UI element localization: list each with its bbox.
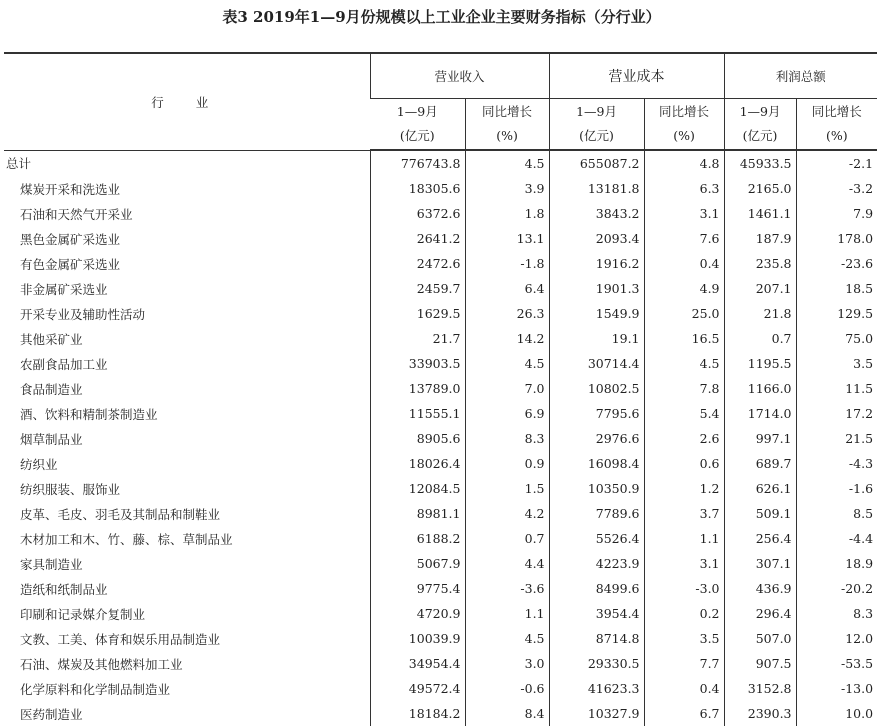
industry-name: 印刷和记录媒介复制业 xyxy=(20,606,146,622)
period-label: 1—9月 xyxy=(396,104,438,119)
revenue-growth: 8.4 xyxy=(465,701,549,726)
cost-growth: 0.6 xyxy=(644,451,724,476)
header-profit: 利润总额 xyxy=(724,53,877,99)
revenue-value: 33903.5 xyxy=(370,351,465,376)
revenue-growth: 13.1 xyxy=(465,226,549,251)
table-row xyxy=(4,201,877,226)
profit-value: 1195.5 xyxy=(724,351,796,376)
header-cost-period xyxy=(549,99,644,151)
revenue-value: 11555.1 xyxy=(370,401,465,426)
revenue-value: 6372.6 xyxy=(370,201,465,226)
table-row xyxy=(4,426,877,451)
profit-growth: 11.5 xyxy=(796,376,877,401)
profit-value: 307.1 xyxy=(724,551,796,576)
revenue-growth: 4.5 xyxy=(465,351,549,376)
revenue-growth: 14.2 xyxy=(465,326,549,351)
cost-value: 19.1 xyxy=(549,326,644,351)
table-row xyxy=(4,626,877,651)
cost-growth: 0.4 xyxy=(644,676,724,701)
industry-name: 有色金属矿采选业 xyxy=(20,256,121,272)
industry-name: 化学原料和化学制品制造业 xyxy=(20,681,171,697)
profit-value: 436.9 xyxy=(724,576,796,601)
table-title: 表3 2019年1—9月份规模以上工业企业主要财务指标（分行业） xyxy=(222,8,661,26)
revenue-growth: 7.0 xyxy=(465,376,549,401)
revenue-growth: 0.7 xyxy=(465,526,549,551)
revenue-growth: 3.9 xyxy=(465,176,549,201)
unit-label: (亿元) xyxy=(579,128,614,143)
header-revenue: 营业收入 xyxy=(370,53,549,99)
revenue-value: 8905.6 xyxy=(370,426,465,451)
profit-growth: 8.5 xyxy=(796,501,877,526)
cost-value: 1549.9 xyxy=(549,301,644,326)
cost-value: 41623.3 xyxy=(549,676,644,701)
industry-name: 烟草制品业 xyxy=(20,431,83,447)
cost-value: 10350.9 xyxy=(549,476,644,501)
cost-value: 30714.4 xyxy=(549,351,644,376)
profit-value: 1714.0 xyxy=(724,401,796,426)
table-row xyxy=(4,526,877,551)
profit-growth: 7.9 xyxy=(796,201,877,226)
profit-growth: -3.2 xyxy=(796,176,877,201)
industry-name: 家具制造业 xyxy=(20,556,83,572)
industry-name: 医药制造业 xyxy=(20,706,83,722)
cost-value: 29330.5 xyxy=(549,651,644,676)
revenue-value: 10039.9 xyxy=(370,626,465,651)
table-row xyxy=(4,251,877,276)
profit-growth: -2.1 xyxy=(796,150,877,176)
cost-value: 7795.6 xyxy=(549,401,644,426)
profit-growth: 21.5 xyxy=(796,426,877,451)
cost-value: 5526.4 xyxy=(549,526,644,551)
cost-growth: 3.1 xyxy=(644,201,724,226)
profit-growth: 75.0 xyxy=(796,326,877,351)
revenue-value: 18026.4 xyxy=(370,451,465,476)
cost-growth: 1.1 xyxy=(644,526,724,551)
revenue-growth: 0.9 xyxy=(465,451,549,476)
table-row xyxy=(4,551,877,576)
cost-growth: 1.2 xyxy=(644,476,724,501)
table-row xyxy=(4,376,877,401)
cost-growth: 4.9 xyxy=(644,276,724,301)
industry-name: 其他采矿业 xyxy=(20,331,83,347)
industry-name: 纺织服装、服饰业 xyxy=(20,481,121,497)
profit-growth: -4.4 xyxy=(796,526,877,551)
revenue-value: 1629.5 xyxy=(370,301,465,326)
table-row xyxy=(4,651,877,676)
profit-growth: -13.0 xyxy=(796,676,877,701)
cost-growth: 3.7 xyxy=(644,501,724,526)
revenue-value: 2459.7 xyxy=(370,276,465,301)
profit-value: 509.1 xyxy=(724,501,796,526)
profit-growth: 12.0 xyxy=(796,626,877,651)
cost-growth: 4.8 xyxy=(644,150,724,176)
revenue-growth: 4.5 xyxy=(465,150,549,176)
cost-growth: 25.0 xyxy=(644,301,724,326)
revenue-value: 2472.6 xyxy=(370,251,465,276)
financial-table xyxy=(4,52,877,726)
profit-value: 626.1 xyxy=(724,476,796,501)
cost-value: 2976.6 xyxy=(549,426,644,451)
profit-value: 3152.8 xyxy=(724,676,796,701)
cost-value: 655087.2 xyxy=(549,150,644,176)
profit-value: 235.8 xyxy=(724,251,796,276)
profit-value: 997.1 xyxy=(724,426,796,451)
cost-growth: 6.7 xyxy=(644,701,724,726)
unit-label: (%) xyxy=(673,128,695,143)
period-label: 1—9月 xyxy=(576,104,617,119)
revenue-growth: 4.4 xyxy=(465,551,549,576)
cost-growth: -3.0 xyxy=(644,576,724,601)
revenue-growth: -1.8 xyxy=(465,251,549,276)
revenue-value: 13789.0 xyxy=(370,376,465,401)
growth-label: 同比增长 xyxy=(482,104,533,119)
revenue-growth: 1.1 xyxy=(465,601,549,626)
profit-value: 689.7 xyxy=(724,451,796,476)
unit-label: (%) xyxy=(825,128,848,143)
revenue-value: 21.7 xyxy=(370,326,465,351)
profit-growth: 18.5 xyxy=(796,276,877,301)
period-label: 1—9月 xyxy=(739,104,781,119)
revenue-value: 6188.2 xyxy=(370,526,465,551)
profit-value: 296.4 xyxy=(724,601,796,626)
growth-label: 同比增长 xyxy=(659,104,710,119)
revenue-value: 2641.2 xyxy=(370,226,465,251)
cost-value: 8499.6 xyxy=(549,576,644,601)
table-row xyxy=(4,701,877,726)
cost-value: 1916.2 xyxy=(549,251,644,276)
revenue-growth: -3.6 xyxy=(465,576,549,601)
industry-name: 酒、饮料和精制茶制造业 xyxy=(20,406,158,422)
revenue-value: 9775.4 xyxy=(370,576,465,601)
profit-growth: 18.9 xyxy=(796,551,877,576)
industry-name: 总计 xyxy=(6,156,32,172)
revenue-growth: 1.5 xyxy=(465,476,549,501)
industry-name: 石油、煤炭及其他燃料加工业 xyxy=(20,656,183,672)
revenue-value: 4720.9 xyxy=(370,601,465,626)
cost-growth: 0.2 xyxy=(644,601,724,626)
revenue-growth: 8.3 xyxy=(465,426,549,451)
revenue-growth: 4.5 xyxy=(465,626,549,651)
cost-value: 10327.9 xyxy=(549,701,644,726)
industry-name: 纺织业 xyxy=(20,456,58,472)
cost-value: 16098.4 xyxy=(549,451,644,476)
profit-value: 507.0 xyxy=(724,626,796,651)
cost-value: 1901.3 xyxy=(549,276,644,301)
table-row xyxy=(4,476,877,501)
cost-value: 7789.6 xyxy=(549,501,644,526)
industry-name: 开采专业及辅助性活动 xyxy=(20,306,146,322)
profit-value: 256.4 xyxy=(724,526,796,551)
profit-value: 2390.3 xyxy=(724,701,796,726)
cost-growth: 5.4 xyxy=(644,401,724,426)
cost-value: 8714.8 xyxy=(549,626,644,651)
table-row xyxy=(4,401,877,426)
header-cost-growth xyxy=(644,99,724,151)
table-row xyxy=(4,676,877,701)
profit-value: 2165.0 xyxy=(724,176,796,201)
industry-name: 文教、工美、体育和娱乐用品制造业 xyxy=(20,631,221,647)
profit-value: 1461.1 xyxy=(724,201,796,226)
profit-value: 207.1 xyxy=(724,276,796,301)
header-profit-period xyxy=(724,99,796,151)
cost-value: 13181.8 xyxy=(549,176,644,201)
profit-growth: -20.2 xyxy=(796,576,877,601)
revenue-growth: 4.2 xyxy=(465,501,549,526)
profit-value: 45933.5 xyxy=(724,150,796,176)
industry-name: 石油和天然气开采业 xyxy=(20,206,133,222)
industry-name: 木材加工和木、竹、藤、棕、草制品业 xyxy=(20,531,233,547)
cost-growth: 3.5 xyxy=(644,626,724,651)
cost-growth: 0.4 xyxy=(644,251,724,276)
revenue-growth: -0.6 xyxy=(465,676,549,701)
header-profit-growth xyxy=(796,99,877,151)
header-industry: 行 业 xyxy=(4,53,370,150)
profit-growth: 8.3 xyxy=(796,601,877,626)
table-body xyxy=(4,150,877,726)
unit-label: (%) xyxy=(496,128,518,143)
cost-growth: 4.5 xyxy=(644,351,724,376)
cost-value: 10802.5 xyxy=(549,376,644,401)
industry-name: 黑色金属矿采选业 xyxy=(20,231,121,247)
profit-growth: -23.6 xyxy=(796,251,877,276)
cost-growth: 16.5 xyxy=(644,326,724,351)
cost-growth: 2.6 xyxy=(644,426,724,451)
table-row xyxy=(4,326,877,351)
cost-growth: 7.7 xyxy=(644,651,724,676)
table-row xyxy=(4,301,877,326)
revenue-growth: 6.4 xyxy=(465,276,549,301)
table-row xyxy=(4,276,877,301)
profit-growth: -4.3 xyxy=(796,451,877,476)
revenue-growth: 6.9 xyxy=(465,401,549,426)
industry-name: 非金属矿采选业 xyxy=(20,281,108,297)
cost-growth: 7.6 xyxy=(644,226,724,251)
industry-name: 食品制造业 xyxy=(20,381,83,397)
table-row xyxy=(4,501,877,526)
profit-value: 187.9 xyxy=(724,226,796,251)
profit-value: 0.7 xyxy=(724,326,796,351)
table-row xyxy=(4,351,877,376)
profit-growth: 129.5 xyxy=(796,301,877,326)
revenue-value: 5067.9 xyxy=(370,551,465,576)
revenue-value: 776743.8 xyxy=(370,150,465,176)
cost-value: 3954.4 xyxy=(549,601,644,626)
profit-growth: -1.6 xyxy=(796,476,877,501)
cost-growth: 3.1 xyxy=(644,551,724,576)
revenue-growth: 3.0 xyxy=(465,651,549,676)
revenue-growth: 26.3 xyxy=(465,301,549,326)
revenue-value: 34954.4 xyxy=(370,651,465,676)
revenue-value: 18305.6 xyxy=(370,176,465,201)
cost-growth: 6.3 xyxy=(644,176,724,201)
table-row xyxy=(4,226,877,251)
revenue-value: 49572.4 xyxy=(370,676,465,701)
profit-growth: 3.5 xyxy=(796,351,877,376)
unit-label: (亿元) xyxy=(742,128,778,143)
profit-growth: 178.0 xyxy=(796,226,877,251)
cost-value: 4223.9 xyxy=(549,551,644,576)
profit-growth: -53.5 xyxy=(796,651,877,676)
table-row xyxy=(4,176,877,201)
table-row xyxy=(4,576,877,601)
revenue-value: 8981.1 xyxy=(370,501,465,526)
revenue-growth: 1.8 xyxy=(465,201,549,226)
industry-name: 农副食品加工业 xyxy=(20,356,108,372)
profit-growth: 10.0 xyxy=(796,701,877,726)
header-cost: 营业成本 xyxy=(549,53,724,99)
industry-name: 煤炭开采和洗选业 xyxy=(20,181,121,197)
table-row xyxy=(4,601,877,626)
cost-value: 3843.2 xyxy=(549,201,644,226)
table-row xyxy=(4,451,877,476)
growth-label: 同比增长 xyxy=(811,104,862,119)
revenue-value: 12084.5 xyxy=(370,476,465,501)
industry-name: 造纸和纸制品业 xyxy=(20,581,108,597)
cost-value: 2093.4 xyxy=(549,226,644,251)
industry-name: 皮革、毛皮、羽毛及其制品和制鞋业 xyxy=(20,506,221,522)
profit-value: 21.8 xyxy=(724,301,796,326)
header-revenue-growth xyxy=(465,99,549,151)
profit-value: 907.5 xyxy=(724,651,796,676)
revenue-value: 18184.2 xyxy=(370,701,465,726)
table-row xyxy=(4,150,877,176)
unit-label: (亿元) xyxy=(399,128,435,143)
profit-growth: 17.2 xyxy=(796,401,877,426)
profit-value: 1166.0 xyxy=(724,376,796,401)
header-revenue-period xyxy=(370,99,465,151)
cost-growth: 7.8 xyxy=(644,376,724,401)
